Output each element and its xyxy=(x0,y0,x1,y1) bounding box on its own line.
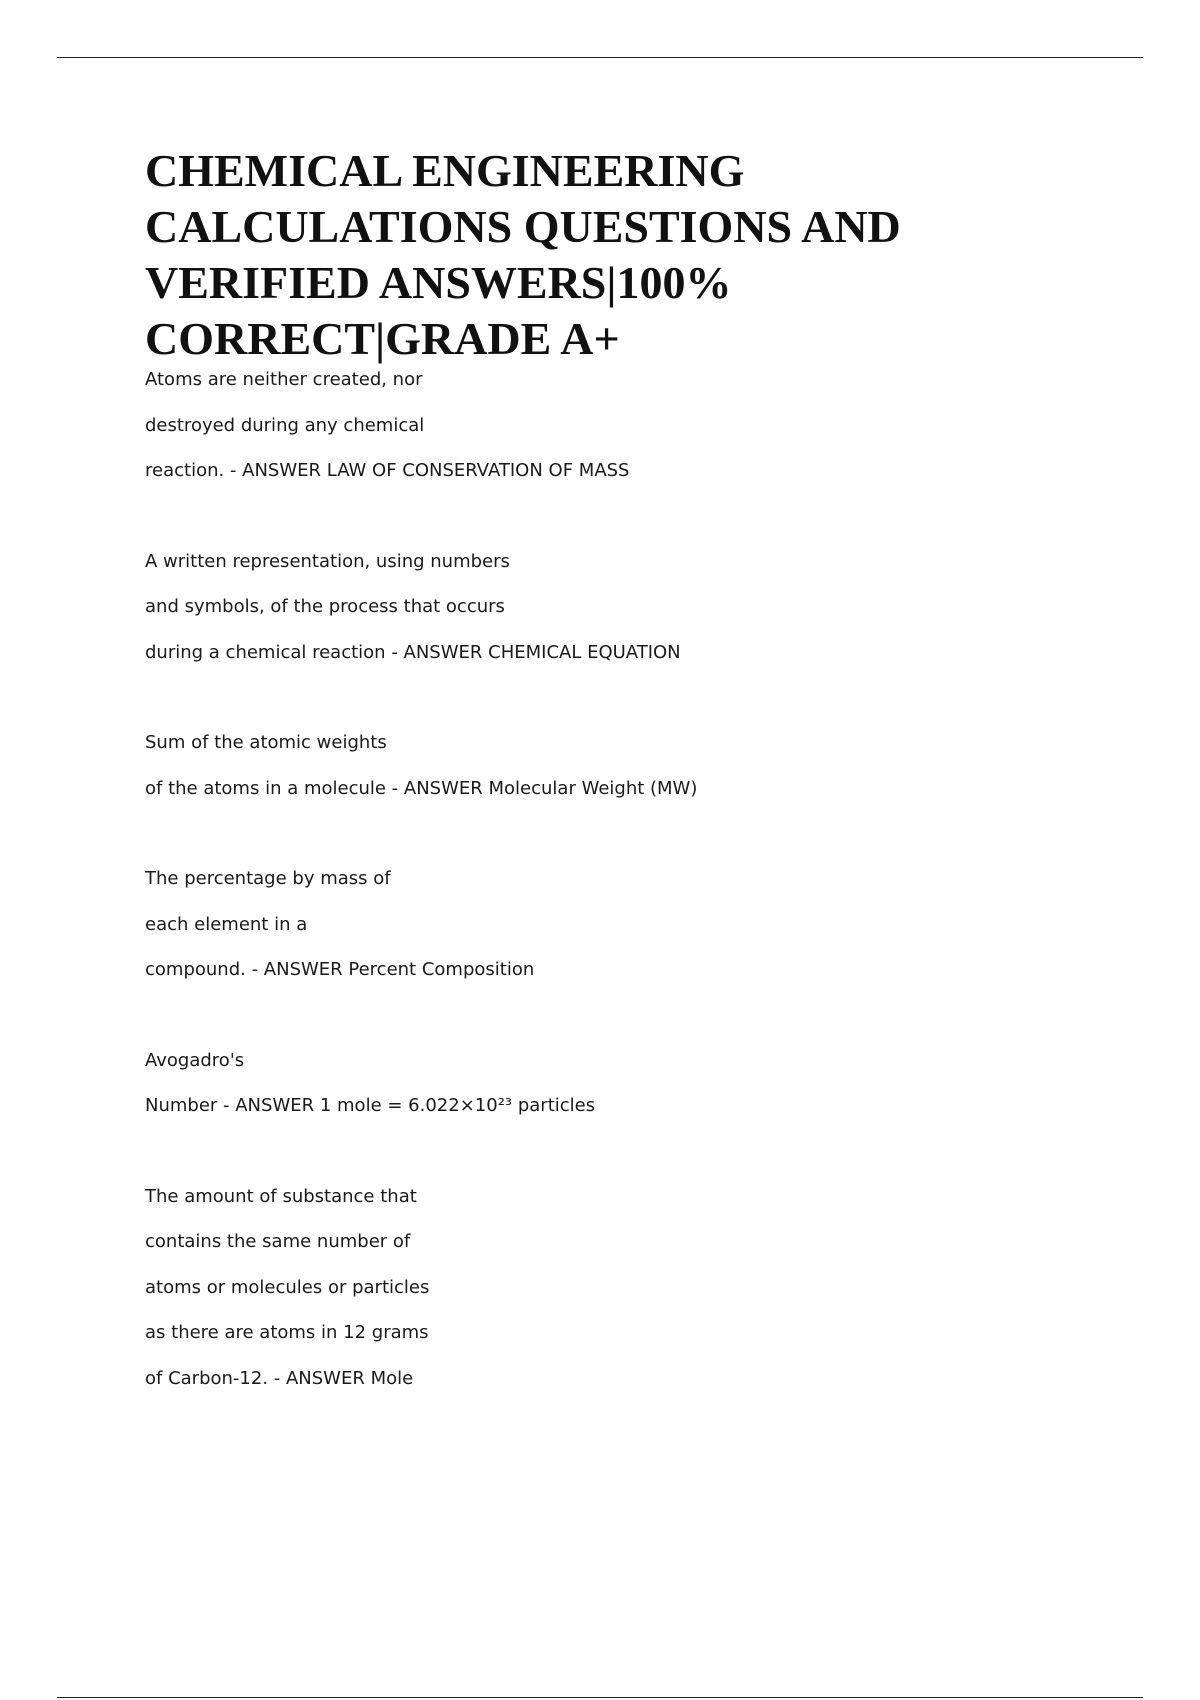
qa-line: destroyed during any chemical xyxy=(145,414,425,436)
title-line: VERIFIED ANSWERS|100% xyxy=(145,257,732,308)
qa-line: as there are atoms in 12 grams xyxy=(145,1322,429,1343)
qa-line: of Carbon-12. - ANSWER Mole xyxy=(145,1367,414,1389)
qa-line: of the atoms in a molecule - ANSWER Molecular Weight (MW) xyxy=(145,777,698,799)
qa-line: atoms or molecules or particles xyxy=(145,1276,430,1298)
qa-item xyxy=(145,1038,1145,1129)
qa-item xyxy=(145,720,1145,811)
title-line: CHEMICAL ENGINEERING xyxy=(145,145,745,196)
qa-line: A written representation, using numbers xyxy=(145,550,510,572)
title-line: CORRECT|GRADE A+ xyxy=(145,313,620,364)
top-rule xyxy=(57,57,1143,58)
document-title xyxy=(145,143,1145,367)
qa-line: reaction. - ANSWER LAW OF CONSERVATION OF MASS xyxy=(145,460,630,481)
qa-item xyxy=(145,1174,1145,1402)
qa-line: Sum of the atomic weights xyxy=(145,732,387,753)
bottom-rule xyxy=(57,1697,1143,1698)
qa-line: The percentage by mass of xyxy=(145,868,391,889)
qa-item xyxy=(145,856,1145,993)
qa-line: each element in a xyxy=(145,913,308,935)
qa-line: compound. - ANSWER Percent Composition xyxy=(145,959,535,980)
document-content xyxy=(145,143,1145,1446)
qa-line: The amount of substance that xyxy=(145,1185,417,1207)
qa-item xyxy=(145,539,1145,676)
qa-list xyxy=(145,357,1145,1401)
qa-item xyxy=(145,357,1145,494)
qa-line: during a chemical reaction - ANSWER CHEMICAL EQUATION xyxy=(145,641,681,663)
qa-line: Avogadro's xyxy=(145,1049,245,1071)
qa-line: Number - ANSWER 1 mole = 6.022×10²³ particles xyxy=(145,1095,596,1116)
title-line: CALCULATIONS QUESTIONS AND xyxy=(145,201,901,252)
qa-line: and symbols, of the process that occurs xyxy=(145,596,505,617)
qa-line: Atoms are neither created, nor xyxy=(145,369,423,390)
qa-line: contains the same number of xyxy=(145,1231,411,1252)
